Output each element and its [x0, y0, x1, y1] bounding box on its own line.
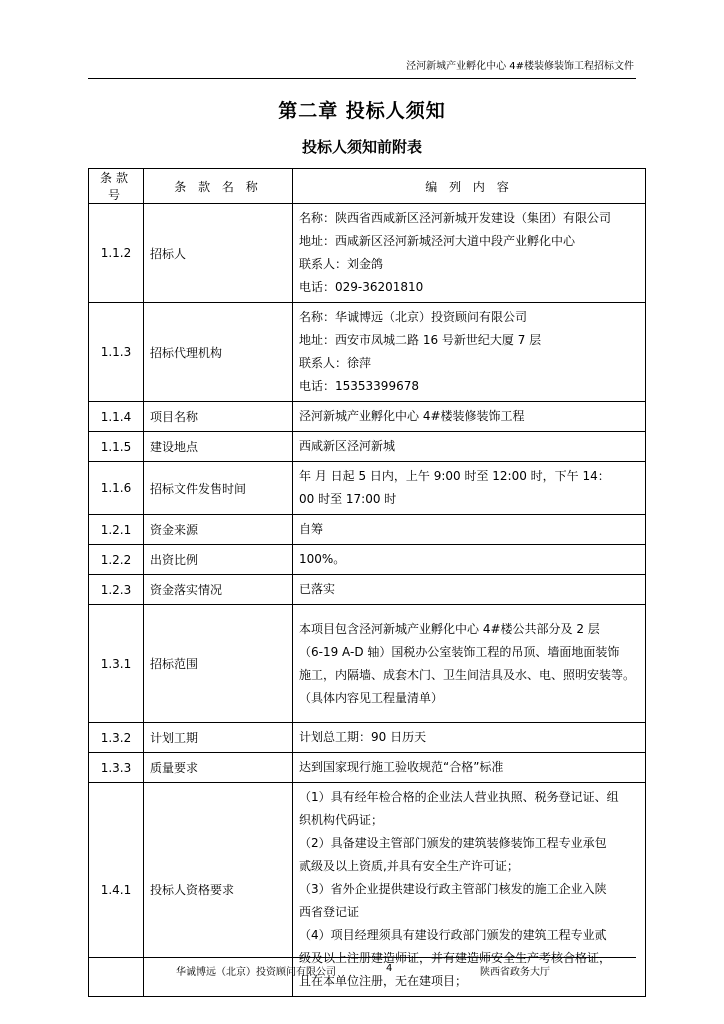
- clause-content: [293, 545, 646, 575]
- content-line: 且在本单位注册，无在建项目；: [299, 974, 468, 988]
- page-footer: [88, 957, 636, 978]
- clause-name: 招标文件发售时间: [144, 462, 293, 515]
- clause-content: [293, 402, 646, 432]
- table-row: [89, 462, 646, 515]
- content-line: （2）具备建设主管部门颁发的建筑装修装饰工程专业承包: [299, 836, 607, 850]
- clause-content: [293, 753, 646, 783]
- table-row: [89, 204, 646, 303]
- table-header-row: [89, 169, 646, 204]
- clause-number: 1.1.5: [89, 432, 144, 462]
- content-line: （6-19 A-D 轴）国税办公室装饰工程的吊顶、墙面地面装饰: [299, 644, 620, 659]
- content-line: 织机构代码证；: [299, 813, 384, 827]
- table-row: [89, 515, 646, 545]
- clause-number: 1.2.1: [89, 515, 144, 545]
- content-line: 已落实: [299, 582, 336, 596]
- clause-name: 资金来源: [144, 515, 293, 545]
- content-line: 电话：029-36201810: [299, 280, 424, 294]
- clause-content: [293, 462, 646, 515]
- clause-content: [293, 723, 646, 753]
- clause-name: 招标人: [144, 204, 293, 303]
- clause-content: [293, 575, 646, 605]
- table-row: [89, 303, 646, 402]
- table-row: [89, 545, 646, 575]
- content-line: 联系人：刘金鸽: [299, 257, 384, 271]
- content-line: 泾河新城产业孵化中心 4#楼装修装饰工程: [299, 409, 525, 423]
- clause-name: 质量要求: [144, 753, 293, 783]
- chapter-title: 第二章 投标人须知: [278, 100, 446, 122]
- clause-number: 1.2.3: [89, 575, 144, 605]
- page-number: 4: [386, 963, 393, 974]
- content-line: 施工，内隔墙、成套木门、卫生间洁具及水、电、照明安装等。: [299, 667, 636, 682]
- table-row: [89, 753, 646, 783]
- clause-name: 投标人资格要求: [144, 783, 293, 997]
- content-line: （1）具有经年检合格的企业法人营业执照、税务登记证、组: [299, 790, 619, 804]
- clause-content: [293, 303, 646, 402]
- clause-name: 招标代理机构: [144, 303, 293, 402]
- content-line: 自筹: [299, 522, 324, 536]
- content-line: 级及以上注册建造师证，并有建造师安全生产考核合格证，: [299, 951, 612, 965]
- content-line: 100%。: [299, 552, 346, 566]
- table-title: 投标人须知前附表: [301, 138, 422, 156]
- content-line: 计划总工期：90 日历天: [299, 730, 427, 744]
- clause-name: 项目名称: [144, 402, 293, 432]
- content-line: （具体内容见工程量清单）: [299, 690, 444, 705]
- clause-number: 1.3.2: [89, 723, 144, 753]
- content-line: 贰级及以上资质,并具有安全生产许可证；: [299, 859, 519, 873]
- clause-name: 计划工期: [144, 723, 293, 753]
- content-line: （3）省外企业提供建设行政主管部门核发的施工企业入陕: [299, 882, 607, 896]
- content-line: 00 时至 17:00 时: [299, 492, 397, 506]
- page-header: [88, 58, 636, 79]
- content-line: （4）项目经理须具有建设行政部门颁发的建筑工程专业贰: [299, 928, 607, 942]
- table-row: [89, 402, 646, 432]
- header-text: 泾河新城产业孵化中心 4#楼装修装饰工程招标文件: [406, 61, 634, 72]
- table-body: [89, 204, 646, 997]
- clause-name: 出资比例: [144, 545, 293, 575]
- bidder-instructions-table: [88, 168, 646, 997]
- table-row: [89, 605, 646, 723]
- content-line: 本项目包含泾河新城产业孵化中心 4#楼公共部分及 2 层: [299, 621, 600, 636]
- column-header-clause-no: 条款号: [89, 169, 144, 204]
- table-row: [89, 432, 646, 462]
- clause-number: 1.1.3: [89, 303, 144, 402]
- footer-company: 华诚博远（北京）投资顾问有限公司: [176, 967, 336, 978]
- content-line: 地址：西安市凤城二路 16 号新世纪大厦 7 层: [299, 333, 542, 347]
- content-line: 地址：西咸新区泾河新城泾河大道中段产业孵化中心: [299, 234, 576, 248]
- clause-content: [293, 204, 646, 303]
- column-header-content: 编 列 内 容: [293, 169, 646, 204]
- content-line: 电话：15353399678: [299, 379, 419, 393]
- content-line: 年 月 日起 5 日内，上午 9:00 时至 12:00 时，下午 14：: [299, 469, 610, 483]
- clause-number: 1.3.3: [89, 753, 144, 783]
- clause-number: 1.1.2: [89, 204, 144, 303]
- table-row: [89, 723, 646, 753]
- column-header-clause-name: 条 款 名 称: [144, 169, 293, 204]
- content-line: 联系人：徐萍: [299, 356, 372, 370]
- clause-number: 1.2.2: [89, 545, 144, 575]
- clause-number: 1.4.1: [89, 783, 144, 997]
- clause-content: [293, 605, 646, 723]
- table-row: [89, 575, 646, 605]
- clause-name: 资金落实情况: [144, 575, 293, 605]
- clause-number: 1.1.4: [89, 402, 144, 432]
- clause-name: 建设地点: [144, 432, 293, 462]
- clause-number: 1.3.1: [89, 605, 144, 723]
- content-line: 达到国家现行施工验收规范“合格”标准: [299, 760, 504, 774]
- clause-number: 1.1.6: [89, 462, 144, 515]
- clause-content: [293, 515, 646, 545]
- content-line: 名称：华诚博远（北京）投资顾问有限公司: [299, 310, 528, 324]
- footer-location: 陕西省政务大厅: [480, 967, 550, 978]
- content-line: 西省登记证: [299, 905, 360, 919]
- clause-content: [293, 432, 646, 462]
- clause-name: 招标范围: [144, 605, 293, 723]
- content-line: 名称：陕西省西咸新区泾河新城开发建设（集团）有限公司: [299, 211, 612, 225]
- content-line: 西咸新区泾河新城: [299, 439, 396, 453]
